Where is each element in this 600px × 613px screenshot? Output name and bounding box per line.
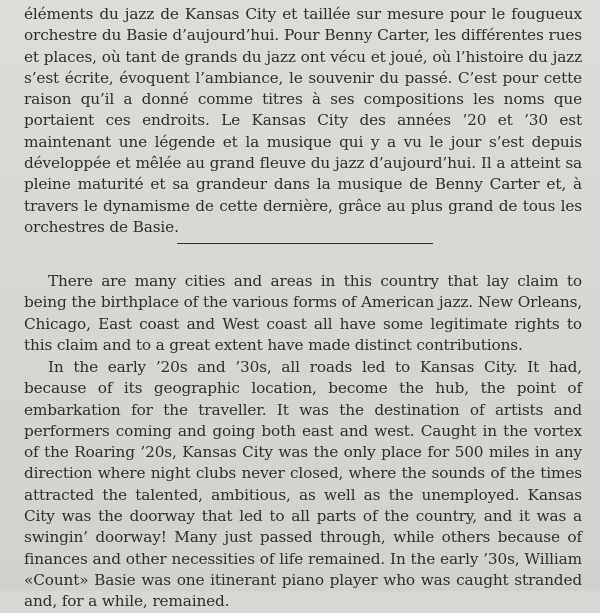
english-paragraph-2: In the early ’20s and ’30s, all roads led to Kansas City. It had, because of its geographic location, become the hub, the point of embarkation for the traveller. It was the destination of artists and performers coming and going both east and west. Caught in the vortex of the Roaring ’20s, Kansas City was the only place for 500 miles in any direction where night clubs never closed, where the sounds of the times attracted the talented, ambitious, as well as the unemployed. Kansas City was the doorway that led to all parts of the country, and it was a swingin’ doorway! Many just passed through, while others because of finances and other necessities of life remained. In the early ’30s, William «Count» Basie was one itinerant piano player who was caught stranded and, for a while, remained.	[24, 358, 582, 611]
section-divider	[177, 243, 433, 244]
english-paragraph-1: There are many cities and areas in this country that lay claim to being the birthplace of the various forms of American jazz. New Orleans, Chicago, East coast and West coast all have some legitimate rights to this claim and to a great extent have made distinct contributions.	[24, 272, 582, 354]
french-paragraph: éléments du jazz de Kansas City et taillée sur mesure pour le fougueux orchestre du Basie d’aujourd’hui. Pour Benny Carter, les différentes rues et places, où tant de grands du jazz ont vécu et joué, où l’histoire du jazz s’est écrite, évoquent l’ambiance, le souvenir du passé. C’est pour cette raison qu’il a donné comme titres à ses compositions les noms que portaient ces endroits. Le Kansas City des années ’20 et ’30 est maintenant une légende et la musique qui y a vu le jour s’est depuis développée et mêlée au grand fleuve du jazz d’aujourd’hui. Il a atteint sa pleine maturité et sa grandeur dans la musique de Benny Carter et, à travers le dynamisme de cette dernière, grâce au plus grand de tous les orchestres de Basie.	[24, 5, 582, 236]
